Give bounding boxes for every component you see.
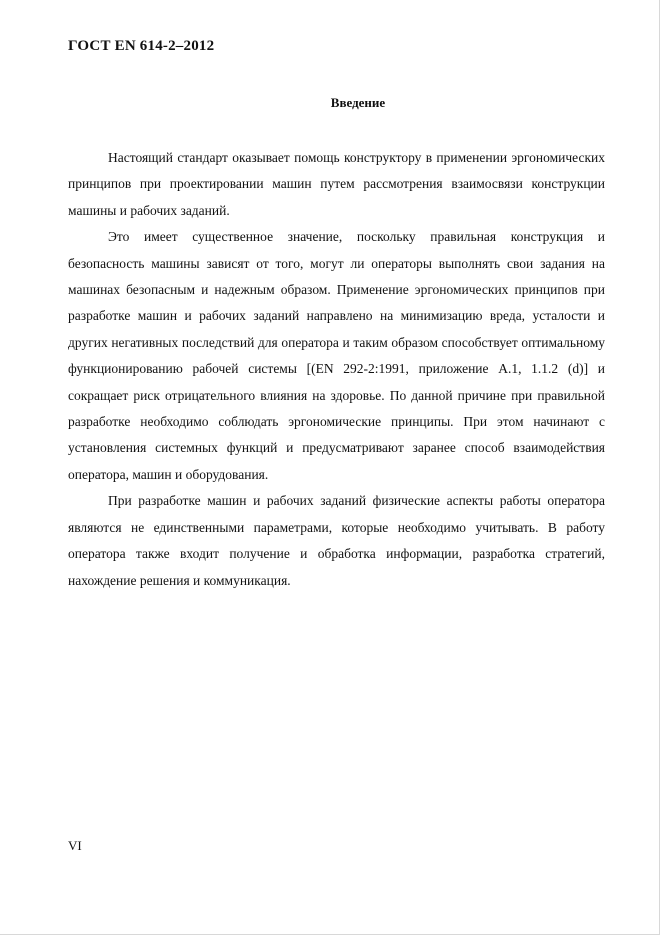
document-header: ГОСТ EN 614-2–2012 bbox=[68, 38, 215, 54]
paragraph-1: Настоящий стандарт оказывает помощь конструктору в применении эргономических принципов при проектировании машин путем рассмотрения взаимосвязи конструкции машины и рабочих заданий. bbox=[68, 150, 605, 218]
section-title: Введение bbox=[330, 95, 386, 110]
body-text bbox=[68, 145, 605, 594]
page-number: VI bbox=[68, 838, 82, 853]
paragraph-2: Это имеет существенное значение, поскольку правильная конструкция и безопасность машины зависят от того, могут ли операторы выполнять свои задания на машинах безопасным и надежным образом. Применение эргономических принципов при разработке машин и рабочих заданий направлено на минимизацию вреда, усталости и других негативных последствий для оператора и таким образом способствует оптимальному функционированию рабочей системы [(EN 292-2:1991, приложение А.1, 1.1.2 (d)] и сокращает риск отрицательного влияния на здоровье. По данной причине при правильной разработке необходимо соблюдать эргономические принципы. При этом начинают с установления системных функций и предусматривают заранее способ взаимодействия оператора, машин и оборудования. bbox=[68, 229, 605, 482]
paragraph-3: При разработке машин и рабочих заданий физические аспекты работы оператора являются не единственными параметрами, которые необходимо учитывать. В работу оператора также входит получение и обработка информации, разработка стратегий, нахождение решения и коммуникация. bbox=[68, 493, 605, 588]
